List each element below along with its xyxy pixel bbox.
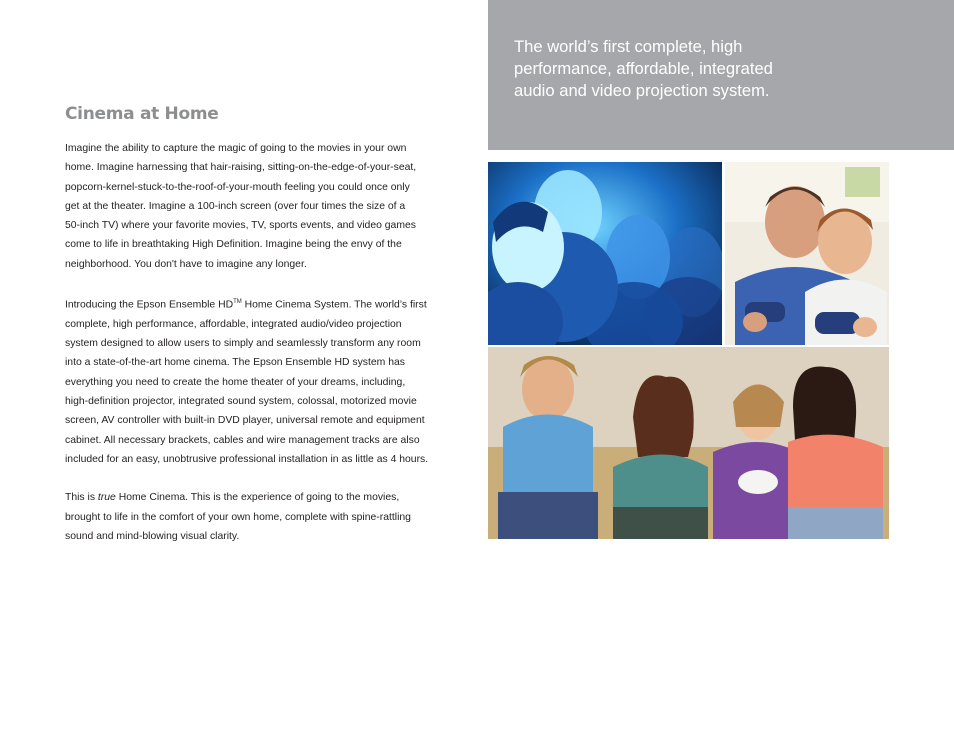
- text-line: [65, 488, 475, 507]
- text-line: high-definition projector, integrated sound system, colossal, motorized movie: [65, 396, 417, 408]
- emphasis-word: true: [97, 492, 116, 504]
- tagline-text: [514, 36, 773, 102]
- tagline-line: audio and video projection system.: [514, 81, 770, 100]
- text-line: screen, AV controller with built-in DVD player, universal remote and equipment: [65, 415, 425, 427]
- text-line: Imagine the ability to capture the magic of going to the movies in your own: [65, 143, 407, 154]
- text-line: home. Imagine harnessing that hair-raising, sitting-on-the-edge-of-your-seat,: [65, 162, 417, 174]
- paragraph-2: [65, 293, 475, 469]
- tagline-line: The world’s first complete, high: [514, 37, 743, 56]
- text-line: sound and mind-blowing visual clarity.: [65, 530, 240, 542]
- text-line: 50-inch TV) where your favorite movies, TV, sports events, and video games: [65, 220, 416, 232]
- tagline-line: performance, affordable, integrated: [514, 59, 773, 78]
- text-line: cabinet. All necessary brackets, cables and wire management tracks are also: [65, 434, 420, 446]
- text-line: into a state-of-the-art home cinema. The Epson Ensemble HD system has: [65, 357, 405, 369]
- text-line: everything you need to create the home theater of your dreams, including,: [65, 376, 406, 388]
- text-line: neighborhood. You don't have to imagine any longer.: [65, 258, 307, 270]
- text-segment: Home Cinema. This is the experience of going to the movies,: [115, 492, 400, 504]
- text-line: popcorn-kernel-stuck-to-the-roof-of-your-mouth feeling you could once only: [65, 181, 410, 193]
- friends-on-couch-illustration: [488, 347, 889, 539]
- body-text: [65, 139, 475, 565]
- text-segment: Introducing the Epson Ensemble HD: [65, 299, 234, 311]
- paragraph-1: [65, 139, 475, 274]
- text-line: get at the theater. Imagine a 100-inch screen (over four times the size of a: [65, 200, 406, 212]
- text-line: brought to life in the comfort of your own home, complete with spine-rattling: [65, 511, 411, 523]
- text-line: come to life in breathtaking High Definition. Imagine being the envy of the: [65, 239, 402, 251]
- photo-father-son-gaming: [725, 162, 889, 345]
- paragraph-3: [65, 488, 475, 546]
- tagline-banner: [488, 0, 954, 150]
- text-segment: Home Cinema System. The world’s first: [241, 299, 427, 311]
- father-son-gaming-illustration: [725, 162, 889, 345]
- theater-audience-illustration: [488, 162, 722, 345]
- section-heading: Cinema at Home: [65, 104, 219, 124]
- text-line: complete, high performance, affordable, integrated audio/video projection: [65, 318, 402, 330]
- text-line: included for an easy, unobtrusive professional installation in as little as 4 hours.: [65, 453, 429, 465]
- text-segment: This is: [65, 492, 98, 504]
- photo-theater-audience: [488, 162, 722, 345]
- photo-friends-on-couch: [488, 347, 889, 539]
- trademark-symbol: TM: [233, 299, 242, 306]
- text-line: [65, 293, 475, 315]
- text-line: system designed to allow users to simply and seamlessly transform any room: [65, 338, 421, 350]
